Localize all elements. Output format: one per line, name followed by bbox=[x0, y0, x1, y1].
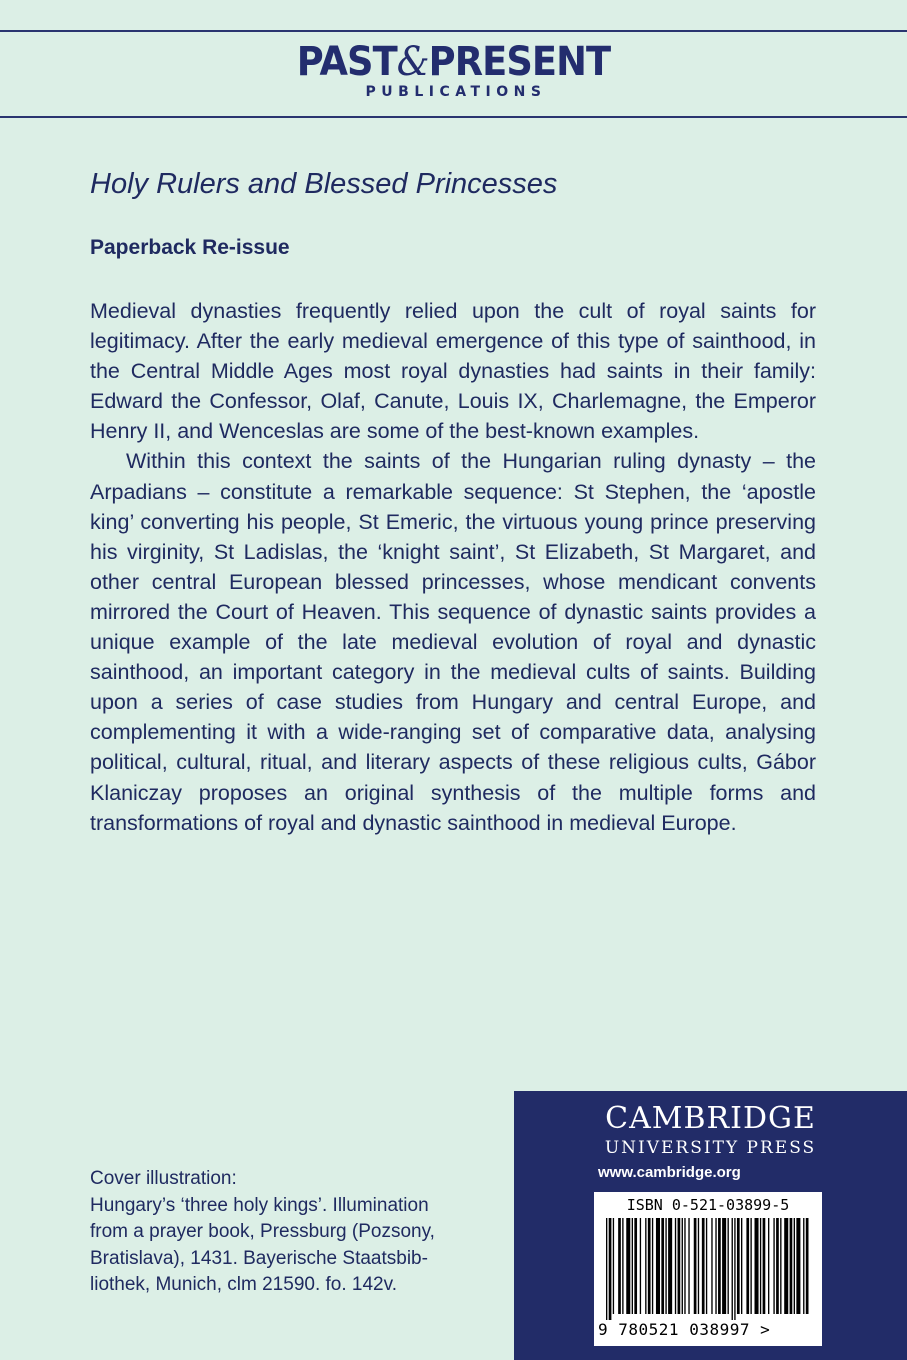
barcode-bar bbox=[728, 1218, 729, 1314]
barcode-bar bbox=[750, 1218, 751, 1314]
credit-line: Bratislava), 1431. Bayerische Staatsbib- bbox=[90, 1247, 428, 1269]
edition-label: Paperback Re-issue bbox=[90, 236, 290, 259]
barcode-bar bbox=[682, 1218, 683, 1314]
series-name-part2: PRESENT bbox=[428, 39, 611, 85]
barcode-bar bbox=[609, 1218, 612, 1320]
barcode-bar bbox=[803, 1218, 804, 1314]
publisher-sub: UNIVERSITY PRESS bbox=[604, 1138, 817, 1158]
barcode-bar bbox=[763, 1218, 766, 1314]
barcode-bar bbox=[668, 1218, 672, 1314]
credit-line: from a prayer book, Pressburg (Pozsony, bbox=[90, 1221, 435, 1242]
credit-heading: Cover illustration: bbox=[90, 1168, 237, 1189]
series-name-part1: PAST bbox=[296, 39, 397, 85]
barcode-bar bbox=[755, 1218, 759, 1314]
barcode-bar bbox=[656, 1218, 660, 1314]
header-rule bbox=[0, 116, 907, 118]
publisher-url: www.cambridge.org bbox=[598, 1164, 741, 1181]
barcode-bar bbox=[694, 1218, 697, 1314]
barcode-bar bbox=[715, 1218, 716, 1314]
isbn-label: ISBN 0-521-03899-5 bbox=[626, 1196, 790, 1214]
barcode-icon bbox=[606, 1218, 810, 1320]
barcode-bar bbox=[794, 1218, 795, 1314]
top-rule bbox=[0, 30, 907, 32]
barcode-bar bbox=[626, 1218, 630, 1314]
barcode-bar bbox=[741, 1218, 742, 1314]
blurb bbox=[90, 296, 816, 838]
barcode-bar bbox=[737, 1218, 740, 1314]
barcode-bar bbox=[675, 1218, 676, 1314]
barcode-bar bbox=[773, 1218, 774, 1314]
publisher-name: CAMBRIDGE bbox=[605, 1101, 816, 1136]
barcode-bar bbox=[645, 1218, 646, 1314]
barcode-bar bbox=[734, 1218, 735, 1320]
barcode-bar bbox=[678, 1218, 681, 1314]
barcode-bar bbox=[702, 1218, 705, 1314]
barcode-bar bbox=[661, 1218, 664, 1314]
barcode-bar bbox=[652, 1218, 653, 1314]
barcode-bar bbox=[640, 1218, 641, 1314]
barcode-bar bbox=[618, 1218, 621, 1314]
series-ampersand: & bbox=[396, 39, 429, 85]
series-logo-name bbox=[36, 38, 870, 86]
barcode-bar bbox=[684, 1218, 685, 1314]
series-logo-sub: PUBLICATIONS bbox=[365, 84, 547, 100]
barcode-bar bbox=[622, 1218, 623, 1314]
barcode-bar bbox=[784, 1218, 788, 1314]
barcode-bar bbox=[634, 1218, 637, 1314]
barcode-bar bbox=[648, 1218, 651, 1314]
barcode-bar bbox=[806, 1218, 809, 1314]
cover-illustration-credit bbox=[90, 1166, 470, 1299]
book-title: Holy Rulers and Blessed Princesses bbox=[90, 168, 558, 200]
barcode-bar bbox=[796, 1218, 800, 1314]
barcode-bar bbox=[732, 1218, 733, 1320]
barcode-bar bbox=[613, 1218, 614, 1314]
barcode-bar bbox=[706, 1218, 707, 1314]
barcode-bar bbox=[698, 1218, 699, 1314]
credit-line: Hungary’s ‘three holy kings’. Illumination bbox=[90, 1194, 429, 1216]
barcode-bar bbox=[665, 1218, 666, 1314]
barcode-bar bbox=[776, 1218, 779, 1314]
ean-digits: 9 780521 038997 > bbox=[598, 1320, 771, 1339]
barcode-bar bbox=[606, 1218, 607, 1320]
barcode-bar bbox=[780, 1218, 781, 1314]
blurb-paragraph: Within this context the saints of the Hungarian ruling dynasty – the Arpadians – constitute a remarkable sequence: St Stephen, the ‘apostle king’ converting his people, St Emeric, the virtuous young prince preserving his virginity, St Ladislas, the ‘knight saint’, St Elizabeth, St Margaret, and other central European blessed princesses, whose mendicant convents mirrored the Court of Heaven. This sequence of dynastic saints provides a unique example of the late medieval evolution of royal and dynastic sainthood, an important category in the medieval cults of saints. Building upon a series of case studies from Hungary and central Europe, and complementing it with a wide-ranging set of comparative data, analysing political, cultural, ritual, and literary aspects of these religious cults, Gábor Klaniczay proposes an original synthesis of the multiple forms and transformations of royal and dynastic sainthood in medieval Europe. bbox=[90, 449, 816, 835]
barcode-bar bbox=[632, 1218, 633, 1314]
barcode-box bbox=[594, 1192, 822, 1346]
barcode-bar bbox=[718, 1218, 721, 1314]
publisher-panel bbox=[514, 1091, 907, 1360]
blurb-paragraph: Medieval dynasties frequently relied upon the cult of royal saints for legitimacy. After the early medieval emergence of this type of sainthood, in the Central Middle Ages most royal dynasties had saints in their family: Edward the Confessor, Olaf, Canute, Louis IX, Charlemagne, the Emperor Henry II, and Wenceslas are some of the best-known examples. bbox=[90, 299, 816, 444]
barcode-bar bbox=[760, 1218, 761, 1314]
barcode-bar bbox=[722, 1218, 726, 1314]
barcode-bar bbox=[711, 1218, 712, 1314]
barcode-bar bbox=[790, 1218, 793, 1314]
barcode-bar bbox=[688, 1218, 689, 1314]
series-logo bbox=[0, 38, 907, 100]
credit-line: liothek, Munich, clm 21590. fo. 142v. bbox=[90, 1274, 397, 1295]
barcode-bar bbox=[768, 1218, 769, 1314]
barcode-bar bbox=[746, 1218, 749, 1314]
